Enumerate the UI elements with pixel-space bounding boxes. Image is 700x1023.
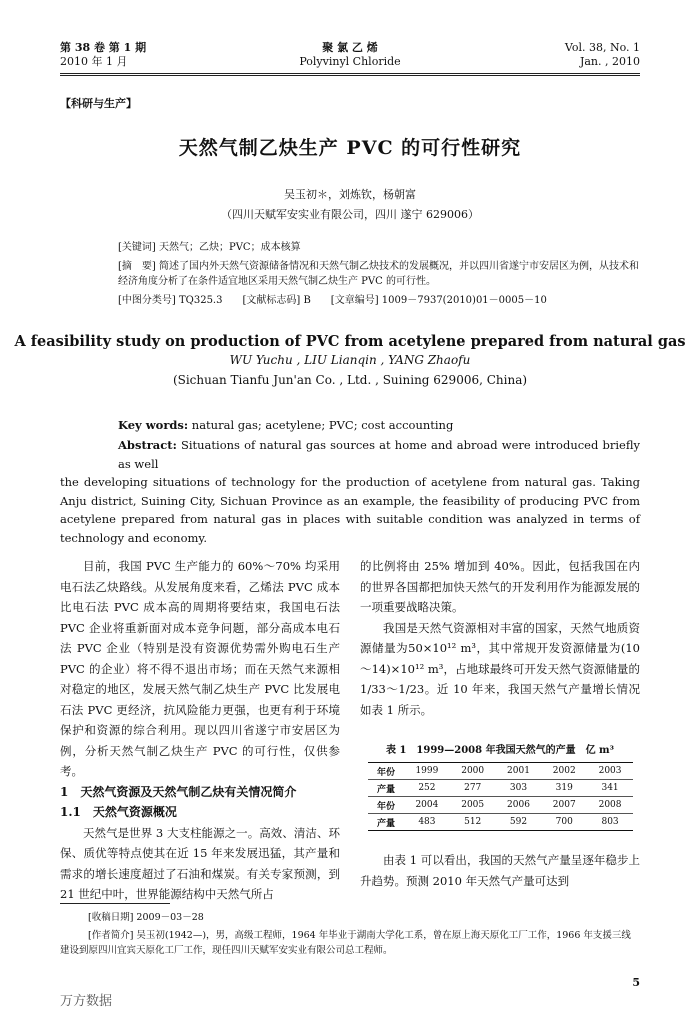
table-cell: 252 xyxy=(404,780,450,797)
table-cell: 512 xyxy=(450,814,496,831)
authors-en: WU Yuchu , LIU Lianqin , YANG Zhaofu xyxy=(229,353,471,367)
journal-volume-cn: 第 38 卷 第 1 期 2010 年 1 月 xyxy=(60,41,147,68)
table-row xyxy=(368,780,633,797)
table-cell: 803 xyxy=(587,814,633,831)
table-cell: 277 xyxy=(450,780,496,797)
table-cell: 2004 xyxy=(404,797,450,814)
journal-volume-en: Vol. 38, No. 1 Jan. , 2010 xyxy=(564,41,640,68)
table-cell: 319 xyxy=(541,780,587,797)
table-row xyxy=(368,763,633,780)
abstract-en xyxy=(60,436,640,547)
footnote-rule xyxy=(60,903,170,904)
table-cell: 2006 xyxy=(496,797,542,814)
heading-1-1: 1.1 天然气资源概况 xyxy=(60,805,177,819)
header-rule xyxy=(60,73,640,74)
journal-name: 聚 氯 乙 烯 Polyvinyl Chloride xyxy=(299,41,401,68)
table-cell: 2008 xyxy=(587,797,633,814)
classification-line: [中图分类号] TQ325.3 [文献标志码] B [文章编号] 1009－7937(2010)01－0005－10 xyxy=(118,295,547,306)
table-cell: 2000 xyxy=(450,763,496,780)
table-caption: 表 1 1999—2008 年我国天然气的产量 亿 m³ xyxy=(385,745,615,756)
right-para-1: 的比例将由 25% 增加到 40%。因此，包括我国在内的世界各国都把加快天然气的开发利用作为能源发展的一项重要战略决策。 xyxy=(360,559,640,614)
footnote-bio: [作者简介] 吴玉初(1942—)，男，高级工程师，1964 年毕业于湖南大学化工系，曾在原上海天原化工厂工作，1966 年支援三线建设到原四川宜宾天原化工厂工作，现任四川天赋军安实业有限公司总工程师。 xyxy=(60,930,631,956)
page-number: 5 xyxy=(632,976,640,989)
keywords-en xyxy=(118,418,638,432)
affiliation-cn: （四川天赋军安实业有限公司，四川 遂宁 629006） xyxy=(221,208,479,221)
table-cell: 592 xyxy=(496,814,542,831)
table-cell: 产量 xyxy=(368,814,404,831)
table-cell: 年份 xyxy=(368,763,404,780)
table-row xyxy=(368,797,633,814)
table-cell: 303 xyxy=(496,780,542,797)
gas-output-table xyxy=(368,762,633,831)
abstract-en-label: Abstract: xyxy=(118,438,177,452)
title-en: A feasibility study on production of PVC from acetylene prepared from natural gas xyxy=(14,333,686,350)
keywords-en-label: Key words: xyxy=(118,418,189,432)
abstract-en-rest: the developing situations of technology for the production of acetylene from natural gas. Taking Anju district, Suining City, Sichuan Province as an example, the feasibility of producing PVC from acetylene prepared from natural gas in places with suitable condition was analyzed in terms of technology and economy. xyxy=(60,475,640,545)
title-cn: 天然气制乙炔生产 PVC 的可行性研究 xyxy=(178,137,522,159)
abstract-cn: [摘 要] 简述了国内外天然气资源储备情况和天然气制乙炔技术的发展概况，并以四川省遂宁市安居区为例，从技术和经济角度分析了在条件适宜地区采用天然气制乙炔生产 PVC 的可行性。 xyxy=(118,261,639,287)
left-para-1: 目前，我国 PVC 生产能力的 60%～70% 均采用电石法乙炔路线。从发展角度来看，乙烯法 PVC 成本比电石法 PVC 成本高的周期将要结束，我国电石法 PVC 企业将重新面对成本竞争问题，部分高成本电石法 PVC 企业（特别是没有资源优势需外购电石生产 PVC 的企业）将不得不退出市场；而在天然气来源相对稳定的地区，发展天然气制乙炔生产 PVC 比发展电石法 PVC 更经济，抗风险能力更强，也更有利于环境保护和资源的综合利用。现以四川省遂宁市安居区为例，分析天然气制乙炔生产 PVC 的可行性，仅供参考。 xyxy=(60,559,340,778)
right-para-2: 我国是天然气资源相对丰富的国家，天然气地质资源储量为50×10¹² m³，其中常规开发资源储量为(10～14)×10¹² m³，占地球最终可开发天然气资源储量的1/33～1/23。近 10 年来，我国天然气产量增长情况如表 1 所示。 xyxy=(360,620,640,717)
footnote-received xyxy=(60,910,640,925)
heading-1: 1 天然气资源及天然气制乙炔有关情况简介 xyxy=(60,784,297,799)
table-cell: 2005 xyxy=(450,797,496,814)
keywords-en-text: natural gas; acetylene; PVC; cost accounting xyxy=(188,418,454,432)
table-cell: 2002 xyxy=(541,763,587,780)
received-date: [收稿日期] 2009－03－28 xyxy=(88,912,204,923)
left-para-2: 天然气是世界 3 大支柱能源之一。高效、清洁、环保、质优等特点使其在近 15 年来发展迅猛，其产量和需求的增长速度超过了石油和煤炭。有关专家预测，到 21 世纪中叶，世界能源结构中天然气所占 xyxy=(60,825,340,901)
right-column-cont xyxy=(360,850,640,891)
left-column xyxy=(60,556,340,905)
header-rule-2 xyxy=(60,75,640,76)
table-cell: 年份 xyxy=(368,797,404,814)
affiliation-en: (Sichuan Tianfu Jun'an Co. , Ltd. , Suining 629006, China) xyxy=(172,373,528,387)
table-cell: 2007 xyxy=(541,797,587,814)
table-cell: 1999 xyxy=(404,763,450,780)
table-cell: 产量 xyxy=(368,780,404,797)
section-tag: 【科研与生产】 xyxy=(60,97,137,110)
table-cell: 341 xyxy=(587,780,633,797)
authors-cn: 吴玉初＊，刘炼钦，杨朝富 xyxy=(284,188,416,201)
right-column xyxy=(360,556,640,720)
watermark: 万方数据 xyxy=(60,994,113,1009)
table-cell: 2003 xyxy=(587,763,633,780)
right-para-3: 由表 1 可以看出，我国的天然气产量呈逐年稳步上升趋势。预测 2010 年天然气产量可达到 xyxy=(360,853,640,888)
keywords-cn: [关键词] 天然气；乙炔；PVC；成本核算 xyxy=(118,242,301,253)
table-row xyxy=(368,814,633,831)
table-cell: 700 xyxy=(541,814,587,831)
table-cell: 2001 xyxy=(496,763,542,780)
abstract-en-first: Situations of natural gas sources at home and abroad were introduced briefly as well xyxy=(118,438,640,471)
table-cell: 483 xyxy=(404,814,450,831)
